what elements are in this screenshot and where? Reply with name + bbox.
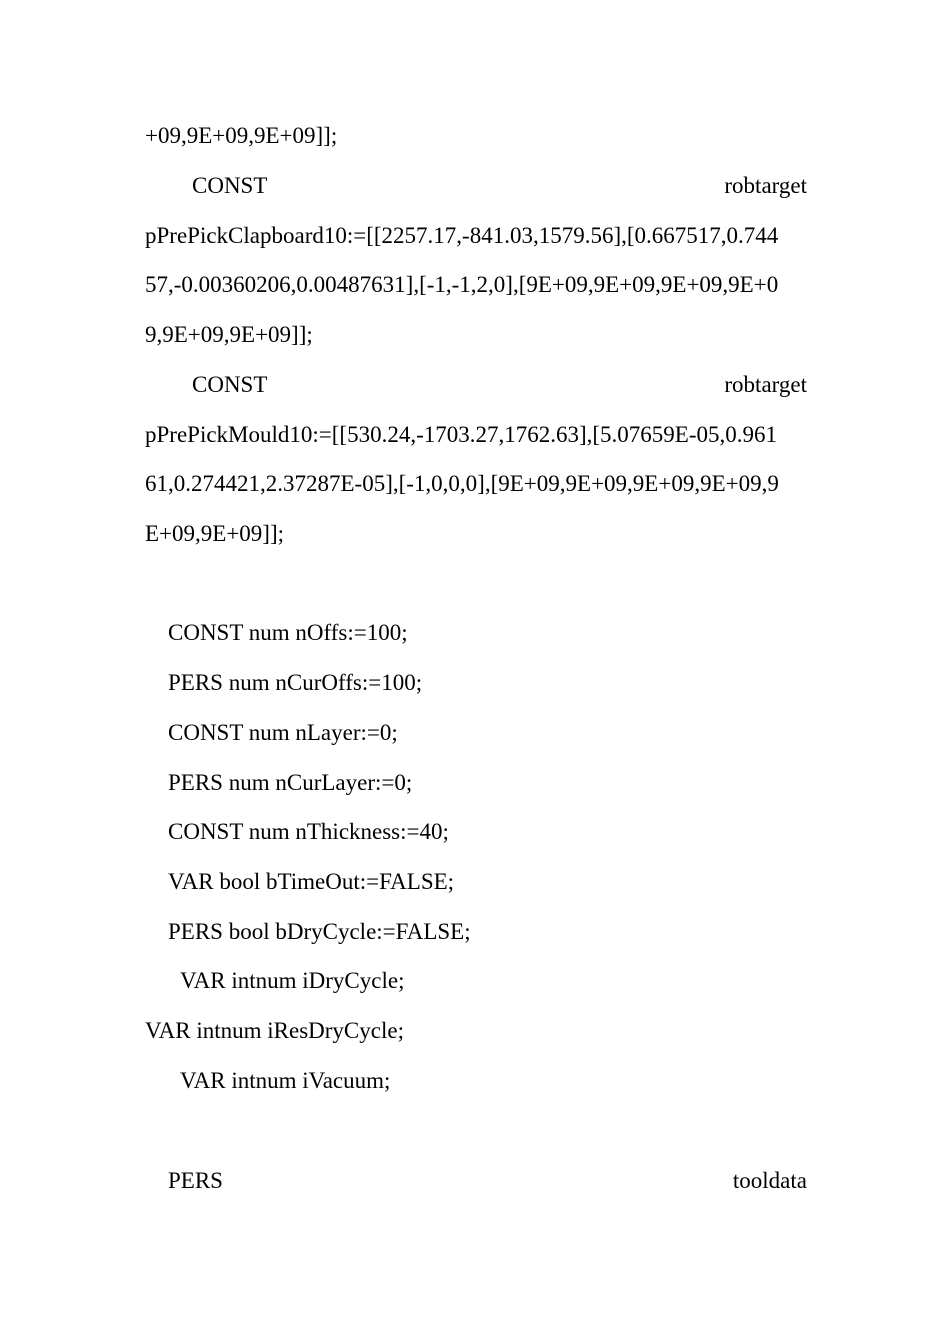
code-line: pPrePickClapboard10:=[[2257.17,-841.03,1579.56],[0.667517,0.744: [145, 223, 779, 248]
code-line: 61,0.274421,2.37287E-05],[-1,0,0,0],[9E+09,9E+09,9E+09,9E+09,9: [145, 471, 779, 496]
code-line-split: [145, 1166, 807, 1196]
code-line: PERS bool bDryCycle:=FALSE;: [168, 919, 471, 944]
code-line: 57,-0.00360206,0.00487631],[-1,-1,2,0],[9E+09,9E+09,9E+09,9E+0: [145, 272, 779, 297]
code-line: CONST num nThickness:=40;: [168, 819, 449, 844]
code-line: pPrePickMould10:=[[530.24,-1703.27,1762.63],[5.07659E-05,0.961: [145, 422, 778, 447]
code-line-split: [145, 171, 807, 201]
keyword-left: CONST: [192, 372, 268, 397]
code-line: +09,9E+09,9E+09]];: [145, 123, 338, 148]
code-line: VAR intnum iResDryCycle;: [145, 1018, 404, 1043]
code-line: CONST num nOffs:=100;: [168, 620, 408, 645]
code-line: PERS num nCurLayer:=0;: [168, 770, 413, 795]
code-line: CONST num nLayer:=0;: [168, 720, 398, 745]
keyword-left: CONST: [192, 173, 268, 198]
code-line: PERS num nCurOffs:=100;: [168, 670, 423, 695]
code-line: E+09,9E+09]];: [145, 521, 284, 546]
keyword-right: tooldata: [732, 1168, 807, 1193]
code-line-split: [145, 370, 807, 400]
code-line: VAR bool bTimeOut:=FALSE;: [168, 869, 455, 894]
code-line: VAR intnum iVacuum;: [180, 1068, 391, 1093]
code-line: VAR intnum iDryCycle;: [180, 968, 405, 993]
keyword-left: PERS: [168, 1168, 223, 1193]
keyword-right: robtarget: [724, 173, 807, 198]
keyword-right: robtarget: [724, 372, 807, 397]
code-line: 9,9E+09,9E+09]];: [145, 322, 313, 347]
